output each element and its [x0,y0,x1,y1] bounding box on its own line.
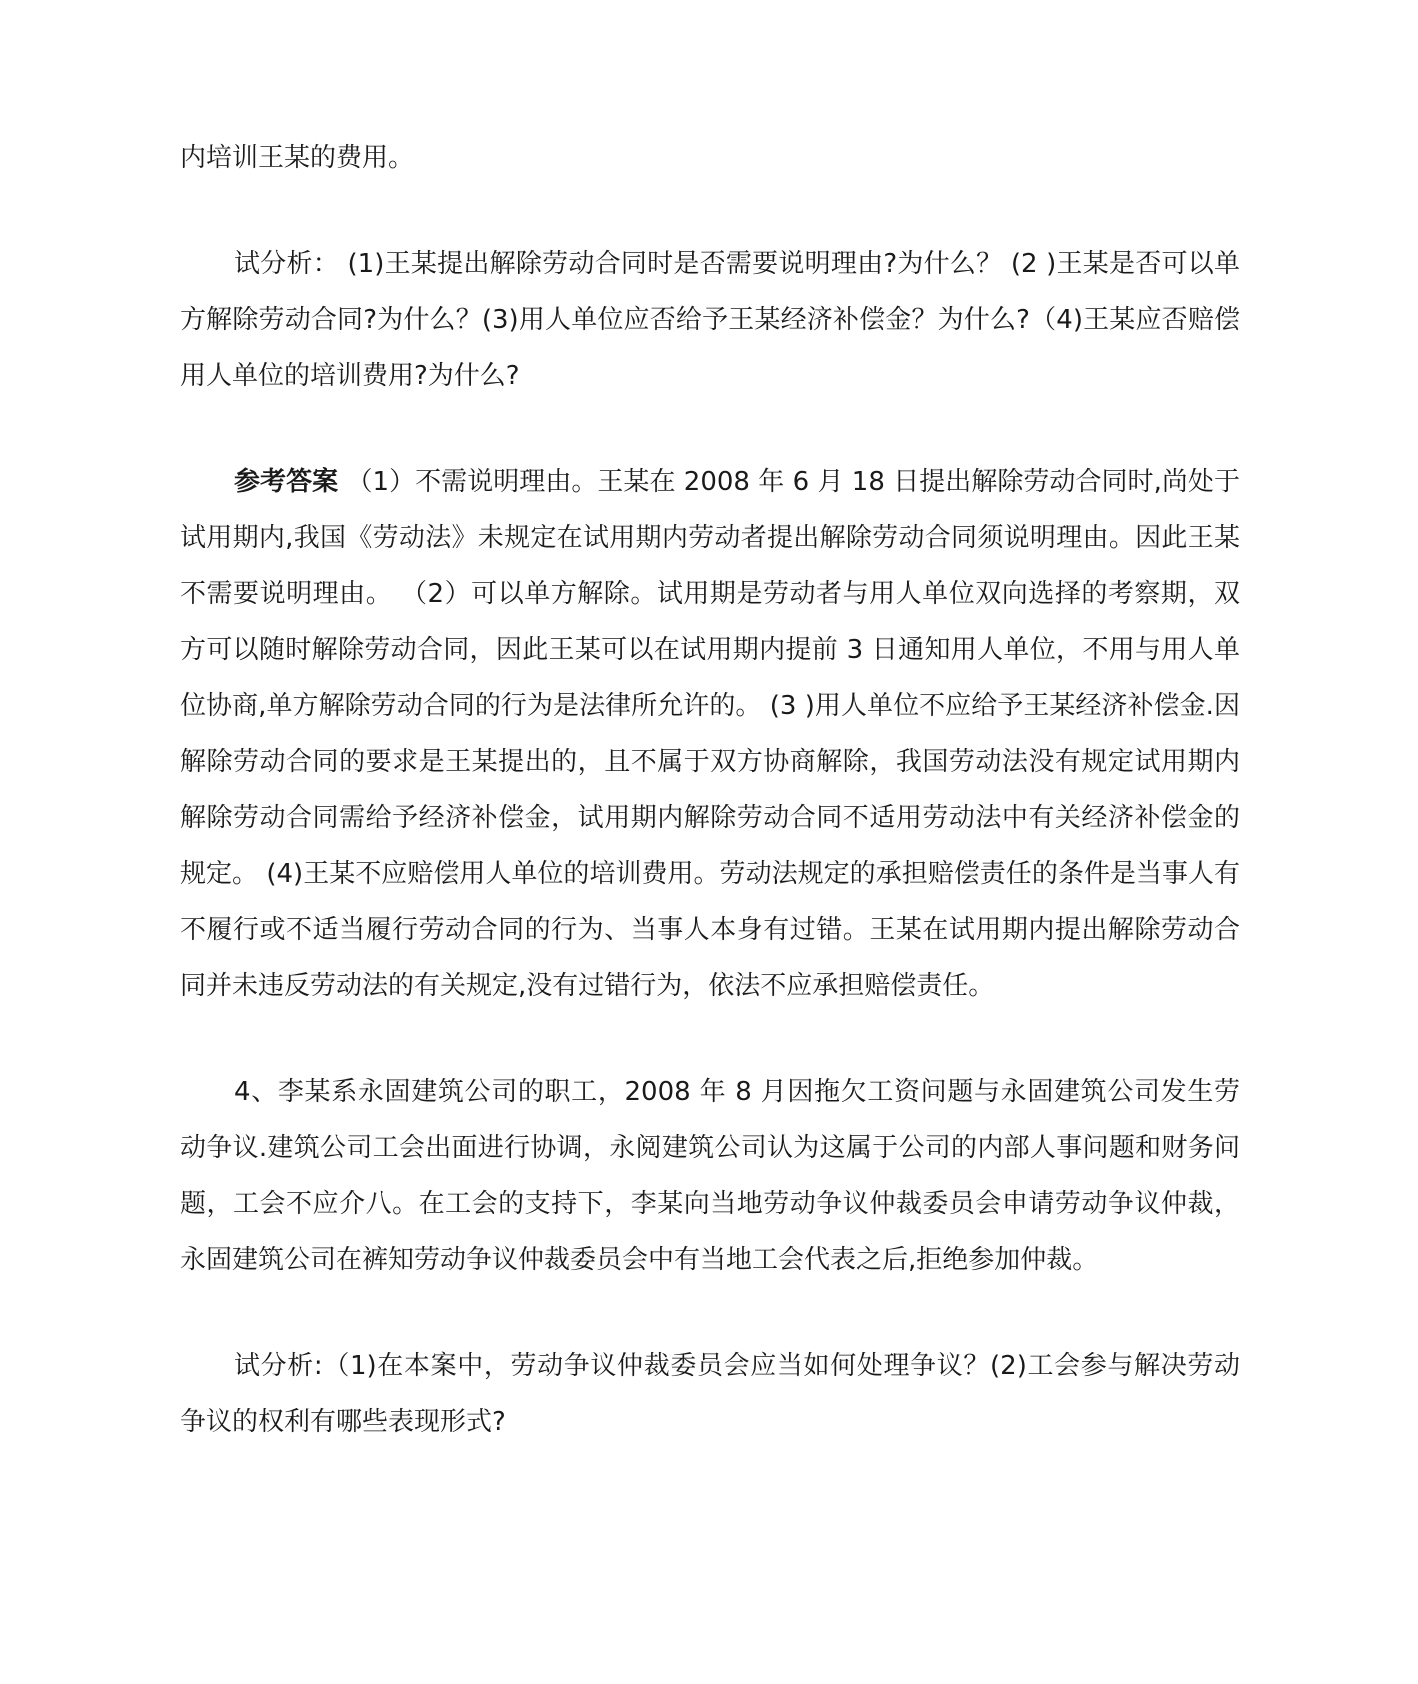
paragraph-gap [180,186,1240,236]
paragraph-continuation: 内培训王某的费用。 [180,143,415,173]
paragraph-question-1: 试分析： (1)王某提出解除劳动合同时是否需要说明理由?为什么？ (2 )王某是否可以单方解除劳动合同?为什么？(3)用人单位应否给予王某经济补偿金？为什么?（4)王某应否赔偿用人单位的培训费用?为什么? [180,249,1240,391]
reference-answer-label: 参考答案 [234,467,339,497]
paragraph-case-4: 4、李某系永固建筑公司的职工，2008 年 8 月因拖欠工资问题与永固建筑公司发生劳动争议.建筑公司工会出面进行协调，永阅建筑公司认为这属于公司的内部人事问题和财务问题，工会不应介八。在工会的支持下，李某向当地劳动争议仲裁委员会申请劳动争议仲裁，永固建筑公司在裤知劳动争议仲裁委员会中有当地工会代表之后,拒绝参加仲裁。 [180,1077,1240,1275]
paragraph-question-2: 试分析:（1)在本案中，劳动争议仲裁委员会应当如何处理争议？(2)工会参与解决劳动争议的权利有哪些表现形式? [180,1351,1240,1437]
reference-answer-text: （1）不需说明理由。王某在 2008 年 6 月 18 日提出解除劳动合同时,尚处于试用期内,我国《劳动法》未规定在试用期内劳动者提出解除劳动合同须说明理由。因此王某不需要说明理由。 （2）可以单方解除。试用期是劳动者与用人单位双向选择的考察期，双方可以随时解除劳动合同，因此王某可以在试用期内提前 3 日通知用人单位，不用与用人单位协商,单方解除劳动合同的行为是法律所允许的。 (3 )用人单位不应给予王某经济补偿金.因解除劳动合同的要求是王某提出的，且不属于双方协商解除，我国劳动法没有规定试用期内解除劳动合同需给予经济补偿金，试用期内解除劳动合同不适用劳动法中有关经济补偿金的规定。 (4)王某不应赔偿用人单位的培训费用。劳动法规定的承担赔偿责任的条件是当事人有不履行或不适当履行劳动合同的行为、当事人本身有过错。王某在试用期内提出解除劳动合同并未违反劳动法的有关规定,没有过错行为，依法不应承担赔偿责任。 [180,467,1240,1001]
paragraph-gap [180,1288,1240,1338]
paragraph-gap [180,404,1240,454]
paragraph-reference-answer [180,454,1240,1014]
document-body [180,130,1240,1450]
paragraph-gap [180,1014,1240,1064]
